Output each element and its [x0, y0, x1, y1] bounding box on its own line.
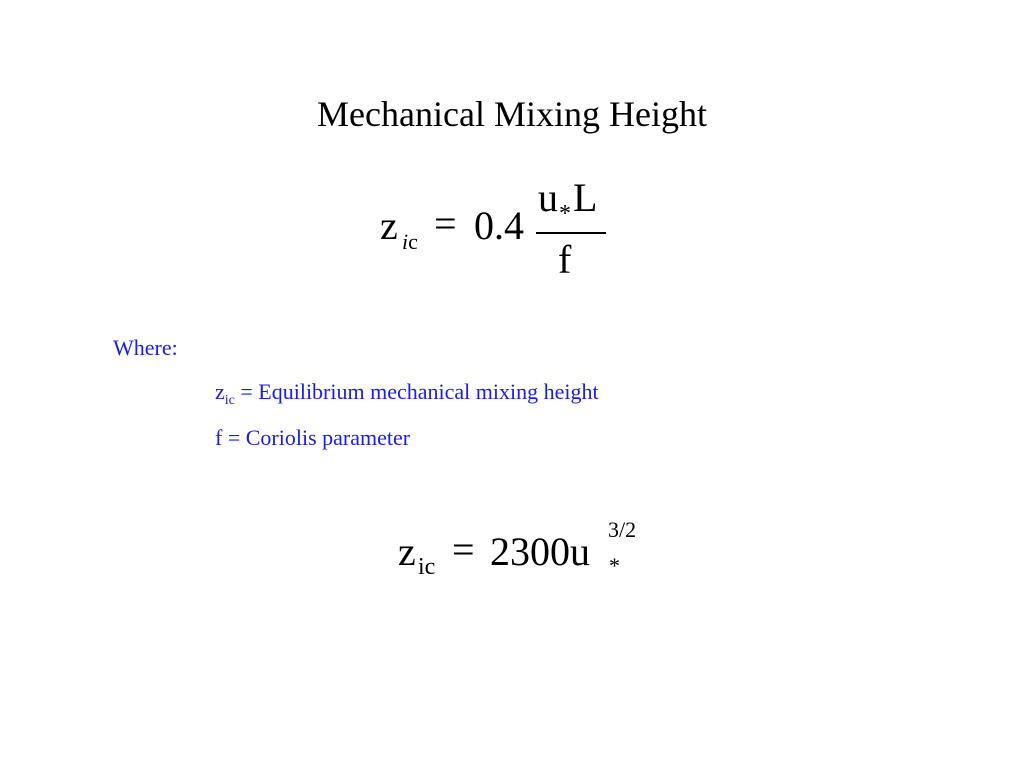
eq1-lhs-subscript-italic: i	[402, 229, 409, 254]
definition-f-text: = Coriolis parameter	[222, 425, 411, 450]
eq1-numerator	[538, 174, 597, 228]
eq1-coefficient: 0.4	[474, 203, 524, 248]
eq1-numerator-L: L	[573, 175, 598, 220]
definition-f-symbol: f	[215, 425, 223, 450]
slide-title: Mechanical Mixing Height	[317, 94, 707, 134]
eq1-fraction-bar	[536, 232, 606, 234]
eq1-equals-sign: =	[434, 201, 457, 246]
eq2-subscript-star: *	[609, 553, 620, 578]
equation-empirical-mixing-height	[398, 516, 658, 596]
definition-zic-subscript: ic	[224, 393, 235, 408]
eq1-numerator-star: *	[559, 201, 571, 227]
eq2-superscript: 3/2	[608, 517, 637, 542]
definition-zic	[215, 378, 599, 410]
eq1-lhs-subscript-rest: c	[408, 229, 418, 254]
definition-f	[215, 424, 410, 452]
eq2-lhs-variable: z	[398, 529, 416, 574]
eq2-rhs: 2300u	[490, 529, 590, 574]
definition-zic-text: = Equilibrium mechanical mixing height	[234, 379, 599, 404]
equation-mixing-height	[380, 175, 640, 286]
eq1-numerator-u: u	[538, 175, 558, 220]
eq1-lhs-variable: z	[380, 203, 398, 248]
eq2-lhs-subscript: ic	[418, 554, 436, 580]
where-label: Where:	[113, 335, 178, 360]
eq1-denominator: f	[558, 237, 572, 282]
eq1-lhs-subscript	[402, 230, 418, 254]
definition-zic-symbol: z	[215, 379, 225, 404]
eq2-equals-sign: =	[452, 527, 475, 572]
